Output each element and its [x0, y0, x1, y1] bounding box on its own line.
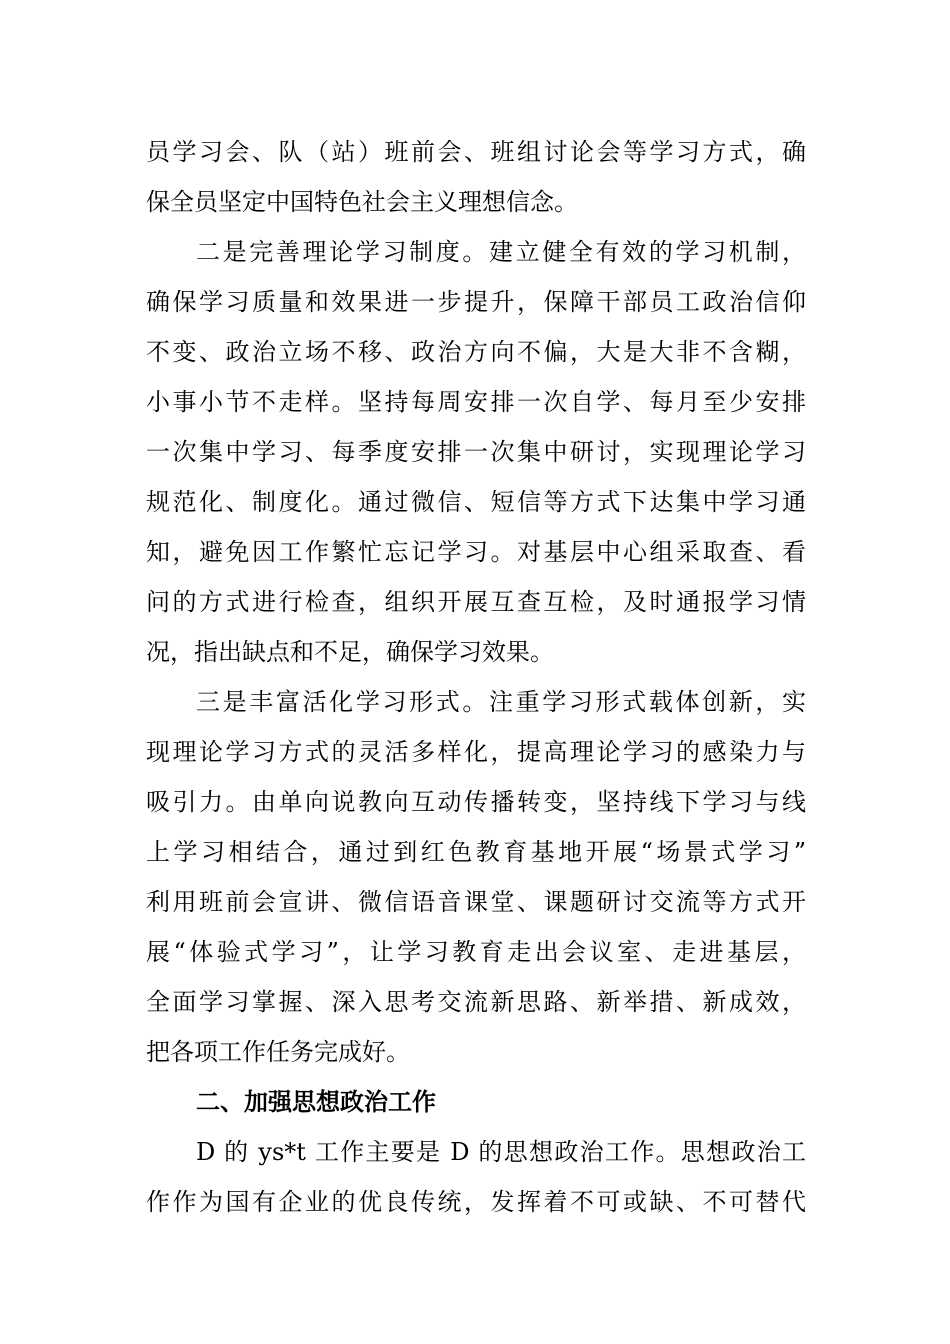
text-line: 作作为国有企业的优良传统，发挥着不可或缺、不可替代 — [146, 1188, 806, 1216]
text-line: 况，指出缺点和不足，确保学习效果。 — [146, 638, 554, 666]
text-line: 保全员坚定中国特色社会主义理想信念。 — [146, 188, 578, 216]
paragraph-start-line: 二是完善理论学习制度。建立健全有效的学习机制， — [196, 238, 806, 266]
text-line: 展“体验式学习”，让学习教育走出会议室、走进基层， — [146, 938, 806, 966]
text-line: 一次集中学习、每季度安排一次集中研讨，实现理论学习 — [146, 438, 806, 466]
paragraph-start-line: D 的 ys*t 工作主要是 D 的思想政治工作。思想政治工 — [196, 1138, 806, 1166]
text-line: 确保学习质量和效果进一步提升，保障干部员工政治信仰 — [146, 288, 806, 316]
section-heading: 二、加强思想政治工作 — [196, 1088, 436, 1116]
text-line: 问的方式进行检查，组织开展互查互检，及时通报学习情 — [146, 588, 806, 616]
text-line: 利用班前会宣讲、微信语音课堂、课题研讨交流等方式开 — [146, 888, 806, 916]
text-line: 小事小节不走样。坚持每周安排一次自学、每月至少安排 — [146, 388, 806, 416]
text-line: 上学习相结合，通过到红色教育基地开展“场景式学习” — [146, 838, 806, 866]
text-line: 吸引力。由单向说教向互动传播转变，坚持线下学习与线 — [146, 788, 806, 816]
text-line: 不变、政治立场不移、政治方向不偏，大是大非不含糊， — [146, 338, 806, 366]
paragraph-start-line: 三是丰富活化学习形式。注重学习形式载体创新，实 — [196, 688, 806, 716]
text-line: 现理论学习方式的灵活多样化，提高理论学习的感染力与 — [146, 738, 806, 766]
text-line: 把各项工作任务完成好。 — [146, 1038, 410, 1066]
text-line: 知，避免因工作繁忙忘记学习。对基层中心组采取查、看 — [146, 538, 806, 566]
text-line: 规范化、制度化。通过微信、短信等方式下达集中学习通 — [146, 488, 806, 516]
text-line: 员学习会、队（站）班前会、班组讨论会等学习方式，确 — [146, 138, 806, 166]
text-line: 全面学习掌握、深入思考交流新思路、新举措、新成效， — [146, 988, 806, 1016]
